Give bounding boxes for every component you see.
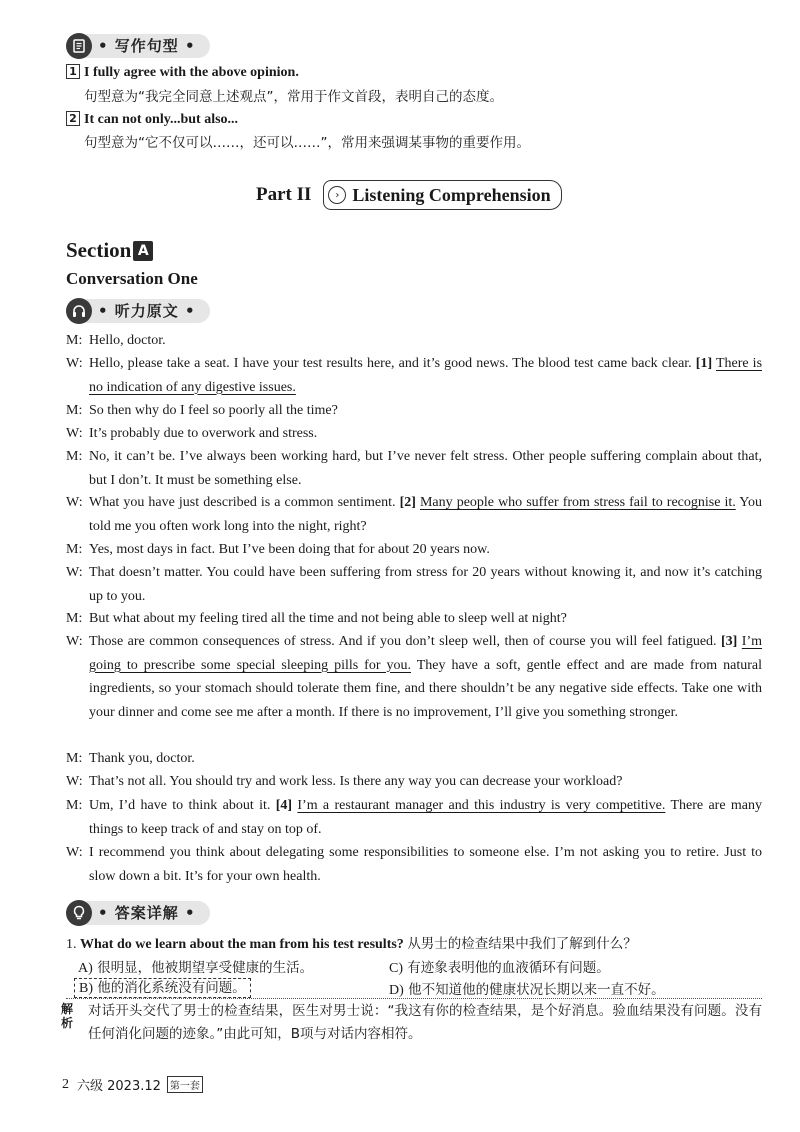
option-a [78,956,313,977]
utterance: No, it can’t be. I’ve always been working hard, but I’ve never felt stress. Other people suffering complain about that, but I don’t. It must be something else. [89,449,762,488]
writing-item-2-explanation: 句型意为“它不仅可以……，还可以……”，常用来强调某事物的重要作用。 [84,135,530,151]
writing-section-label: • 写作句型 • [86,34,210,58]
utterance: Yes, most days in fact. But I’ve been doing that for about 20 years now. [89,542,490,557]
transcript-line [66,329,762,353]
speaker: W: [66,774,83,789]
speaker: W: [66,356,83,371]
utterance [89,630,762,724]
question [66,932,637,953]
option-letter: D) [389,983,404,998]
item-number: 1 [66,64,80,79]
transcript-line [66,630,762,724]
key-sentence: I’m going to prescribe some special sleeping pills for you. [89,634,763,673]
speaker: M: [66,333,83,348]
utterance: So then why do I feel so poorly all the time? [89,403,338,418]
writing-sentence: I fully agree with the above opinion. [84,65,299,80]
transcript-line [66,794,762,841]
conversation-title: Conversation One [66,269,198,288]
option-d [389,978,665,999]
arrow-circle-icon: › [328,186,346,204]
writing-item-1-explanation: 句型意为“我完全同意上述观点”，常用于作文首段，表明自己的态度。 [84,89,503,105]
part-name: Listening Comprehension [352,184,551,205]
transcript-section-header [66,297,210,325]
speaker: M: [66,798,83,813]
transcript-line [66,561,762,608]
answer-marker: [3] [721,634,738,649]
answer-marker: [1] [695,356,713,371]
speaker: W: [66,634,83,649]
edition-label: 六级 2023.12 [77,1079,161,1094]
answer-section-header [66,899,210,927]
part-label: Part II [256,184,312,205]
key-sentence: I’m a restaurant manager and this industry is very competitive. [297,798,666,813]
question-text-cn: 从男士的检查结果中我们了解到什么？ [407,936,637,952]
utterance: But what about my feeling tired all the time and not being able to sleep well at night? [89,611,567,626]
utterance-text: Um, I’d have to think about it. [89,798,276,813]
utterance-text: They have a soft, gentle effect and are made from natural ingredients, so your stomach should tolerate them fine, and there shouldn’t be any negative side effects. Take one with your dinner and come see me after a month. If there is no improvement, I’ll give you something stronger. [89,657,762,720]
answer-section-label: • 答案详解 • [86,901,210,925]
option-b-correct [74,976,251,997]
writing-section-header [66,32,210,60]
option-letter: C) [389,961,403,976]
speaker: M: [66,403,83,418]
option-c [389,956,610,977]
speaker: W: [66,426,83,441]
transcript-line [66,352,762,399]
speaker: W: [66,845,83,860]
utterance-text: What you have just described is a common sentiment. [89,495,400,510]
transcript-line [66,770,762,794]
set-label: 第一套 [167,1076,203,1093]
item-number: 2 [66,111,80,126]
key-sentence: There is no indication of any digestive issues. [89,356,763,395]
transcript-line [66,841,762,888]
utterance: It’s probably due to overwork and stress. [89,426,318,441]
answer-marker: [4] [275,798,293,813]
correct-answer-box [74,978,251,998]
utterance-text: Hello, please take a seat. I have your test results here, and it’s good news. The blood test came back clear. [89,356,696,371]
section-label: Section [66,238,132,262]
option-letter: A) [78,961,93,976]
utterance: That’s not all. You should try and work less. Is there any way you can decrease your workload? [89,774,623,789]
utterance-text: You told me you often work long into the night, right? [89,495,763,534]
transcript-line [66,445,762,492]
transcript-line [66,399,762,423]
section-title [66,238,153,263]
speaker: M: [66,611,83,626]
analysis-label: 解析 [60,1002,73,1030]
utterance-text: Those are common consequences of stress. And if you don’t sleep well, then of course you will feel fatigued. [89,634,722,649]
question-number: 1. [66,937,77,952]
writing-item-1 [66,63,299,83]
utterance: I recommend you think about delegating some responsibilities to someone else. I’m not asking you to retire. Just to slow down a bit. It’s for your own health. [89,845,762,884]
part-title [256,180,562,210]
transcript-line [66,422,762,446]
question-text-en: What do we learn about the man from his test results? [80,937,404,952]
speaker: W: [66,565,83,580]
speaker: M: [66,449,83,464]
option-text: 有迹象表明他的血液循环有问题。 [407,960,610,976]
option-text: 他的消化系统没有问题。 [97,980,246,996]
writing-item-2 [66,110,238,130]
analysis [60,1000,762,1046]
utterance [89,794,762,841]
utterance [89,352,762,399]
section-letter: A [133,241,153,261]
option-text: 他不知道他的健康状况长期以来一直不好。 [408,982,665,998]
speaker: M: [66,542,83,557]
writing-sentence: It can not only...but also... [84,112,239,127]
option-letter: B) [79,981,93,996]
key-sentence: Many people who suffer from stress fail to recognise it. [419,495,736,510]
transcript-line [66,607,762,631]
divider [66,998,762,999]
transcript-line [66,538,762,562]
option-text: 很明显，他被期望享受健康的生活。 [97,960,314,976]
utterance: That doesn’t matter. You could have been suffering from stress for 20 years without knowing it, and now it’s catching up to you. [89,565,762,604]
analysis-text: 对话开头交代了男士的检查结果，医生对男士说：“我这有你的检查结果，是个好消息。验血结果没有问题。没有任何消化问题的迹象。”由此可知，B项与对话内容相符。 [88,1003,762,1042]
document-icon [66,33,92,59]
speaker: M: [66,751,83,766]
transcript-line [66,491,762,538]
transcript-section-label: • 听力原文 • [86,299,210,323]
page-footer [62,1075,203,1094]
utterance-text: There are many things to keep track of and stay on top of. [89,798,762,837]
utterance: Hello, doctor. [89,333,166,348]
headphones-icon [66,298,92,324]
part-name-box [323,180,561,210]
utterance [89,491,762,538]
transcript-line [66,747,762,771]
answer-marker: [2] [399,495,416,510]
speaker: W: [66,495,83,510]
page-number: 2 [62,1076,69,1092]
lightbulb-icon [66,900,92,926]
utterance: Thank you, doctor. [89,751,195,766]
